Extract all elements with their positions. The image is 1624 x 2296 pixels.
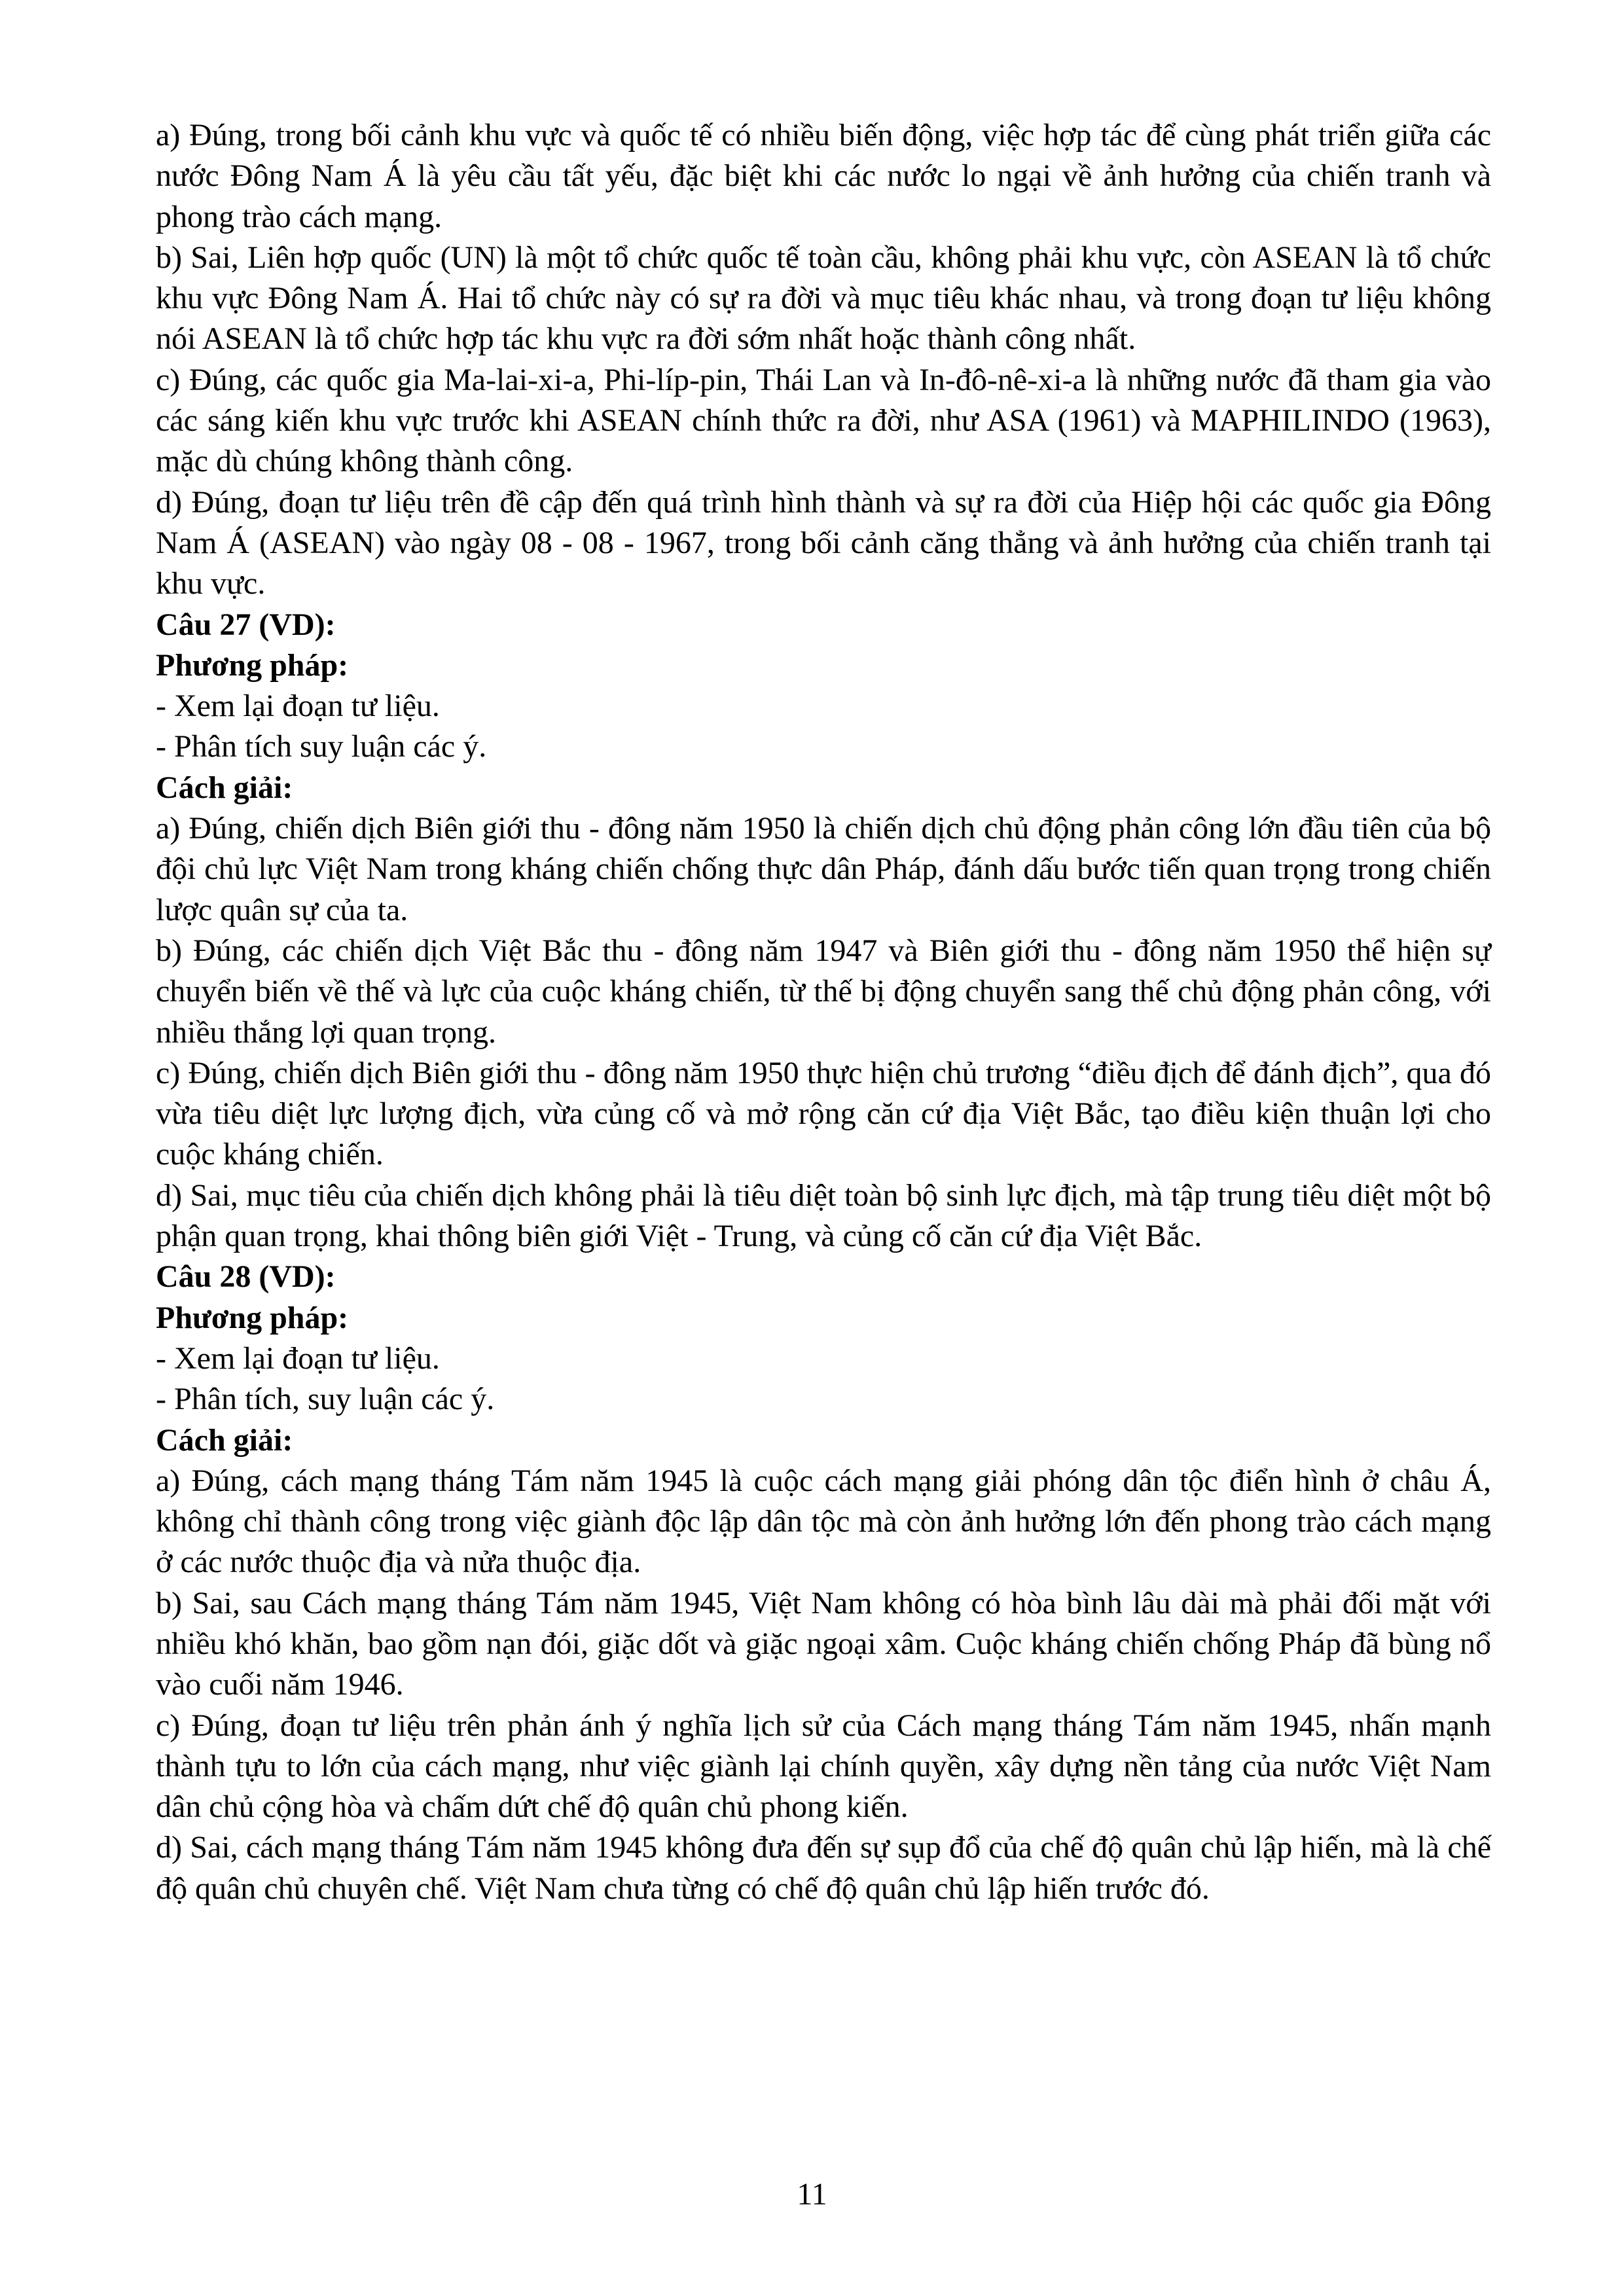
q28-method-heading: Phương pháp:: [156, 1300, 349, 1335]
q27-method-item: - Xem lại đoạn tư liệu.: [156, 689, 440, 724]
page-number: 11: [797, 2177, 827, 2212]
q27-answer-c: c) Đúng, chiến dịch Biên giới thu - đông năm 1950 thực hiện chủ trương “điều địch để đánh địch”, qua đó vừa tiêu diệt lực lượng địch, vừa củng cố và mở rộng căn cứ địa Việt Bắc, tạo điều kiện thuận lợi cho cuộc kháng chiến.: [156, 1055, 1491, 1172]
q28-solution-heading: Cách giải:: [156, 1422, 293, 1458]
q27-method-heading: Phương pháp:: [156, 647, 349, 683]
q28-answer-a: a) Đúng, cách mạng tháng Tám năm 1945 là cuộc cách mạng giải phóng dân tộc điển hình ở châu Á, không chỉ thành công trong việc giành độc lập dân tộc mà còn ảnh hưởng lớn đến phong trào cách mạng ở các nước thuộc địa và nửa thuộc địa.: [156, 1463, 1491, 1580]
q28-answer-b: b) Sai, sau Cách mạng tháng Tám năm 1945, Việt Nam không có hòa bình lâu dài mà phải đối mặt với nhiều khó khăn, bao gồm nạn đói, giặc dốt và giặc ngoại xâm. Cuộc kháng chiến chống Pháp đã bùng nổ vào cuối năm 1946.: [156, 1585, 1491, 1702]
q27-answer-d: d) Sai, mục tiêu của chiến dịch không phải là tiêu diệt toàn bộ sinh lực địch, mà tập trung tiêu diệt một bộ phận quan trọng, khai thông biên giới Việt - Trung, và củng cố căn cứ địa Việt Bắc.: [156, 1177, 1491, 1254]
q27-answer-a: a) Đúng, chiến dịch Biên giới thu - đông năm 1950 là chiến dịch chủ động phản công lớn đầu tiên của bộ đội chủ lực Việt Nam trong kháng chiến chống thực dân Pháp, đánh dấu bước tiến quan trọng trong chiến lược quân sự của ta.: [156, 811, 1491, 927]
q26-answer-b: b) Sai, Liên hợp quốc (UN) là một tổ chức quốc tế toàn cầu, không phải khu vực, còn ASEAN là tổ chức khu vực Đông Nam Á. Hai tổ chức này có sự ra đời và mục tiêu khác nhau, và trong đoạn tư liệu không nói ASEAN là tổ chức hợp tác khu vực ra đời sớm nhất hoặc thành công nhất.: [156, 240, 1491, 357]
q27-answer-b: b) Đúng, các chiến dịch Việt Bắc thu - đông năm 1947 và Biên giới thu - đông năm 1950 thể hiện sự chuyển biến về thế và lực của cuộc kháng chiến, từ thế bị động chuyển sang thế chủ động phản công, với nhiều thắng lợi quan trọng.: [156, 933, 1491, 1050]
q26-answer-c: c) Đúng, các quốc gia Ma-lai-xi-a, Phi-líp-pin, Thái Lan và In-đô-nê-xi-a là những nước đã tham gia vào các sáng kiến khu vực trước khi ASEAN chính thức ra đời, như ASA (1961) và MAPHILINDO (1963), mặc dù chúng không thành công.: [156, 362, 1491, 479]
q28-method-item: - Xem lại đoạn tư liệu.: [156, 1340, 440, 1376]
q27-title: Câu 27 (VD):: [156, 607, 336, 642]
q27-method-item: - Phân tích suy luận các ý.: [156, 729, 487, 764]
page-content: [156, 115, 1491, 1909]
q27-solution-heading: Cách giải:: [156, 770, 293, 805]
q26-answer-a: a) Đúng, trong bối cảnh khu vực và quốc tế có nhiều biến động, việc hợp tác để cùng phát triển giữa các nước Đông Nam Á là yêu cầu tất yếu, đặc biệt khi các nước lo ngại về ảnh hưởng của chiến tranh và phong trào cách mạng.: [156, 118, 1491, 234]
q28-answer-d: d) Sai, cách mạng tháng Tám năm 1945 không đưa đến sự sụp đổ của chế độ quân chủ lập hiến, mà là chế độ quân chủ chuyên chế. Việt Nam chưa từng có chế độ quân chủ lập hiến trước đó.: [156, 1830, 1491, 1906]
q28-method-item: - Phân tích, suy luận các ý.: [156, 1382, 495, 1417]
q28-answer-c: c) Đúng, đoạn tư liệu trên phản ánh ý nghĩa lịch sử của Cách mạng tháng Tám năm 1945, nhấn mạnh thành tựu to lớn của cách mạng, như việc giành lại chính quyền, xây dựng nền tảng của nước Việt Nam dân chủ cộng hòa và chấm dứt chế độ quân chủ phong kiến.: [156, 1708, 1491, 1825]
q28-title: Câu 28 (VD):: [156, 1259, 336, 1295]
q26-answer-d: d) Đúng, đoạn tư liệu trên đề cập đến quá trình hình thành và sự ra đời của Hiệp hội các quốc gia Đông Nam Á (ASEAN) vào ngày 08 - 08 - 1967, trong bối cảnh căng thẳng và ảnh hưởng của chiến tranh tại khu vực.: [156, 484, 1491, 601]
